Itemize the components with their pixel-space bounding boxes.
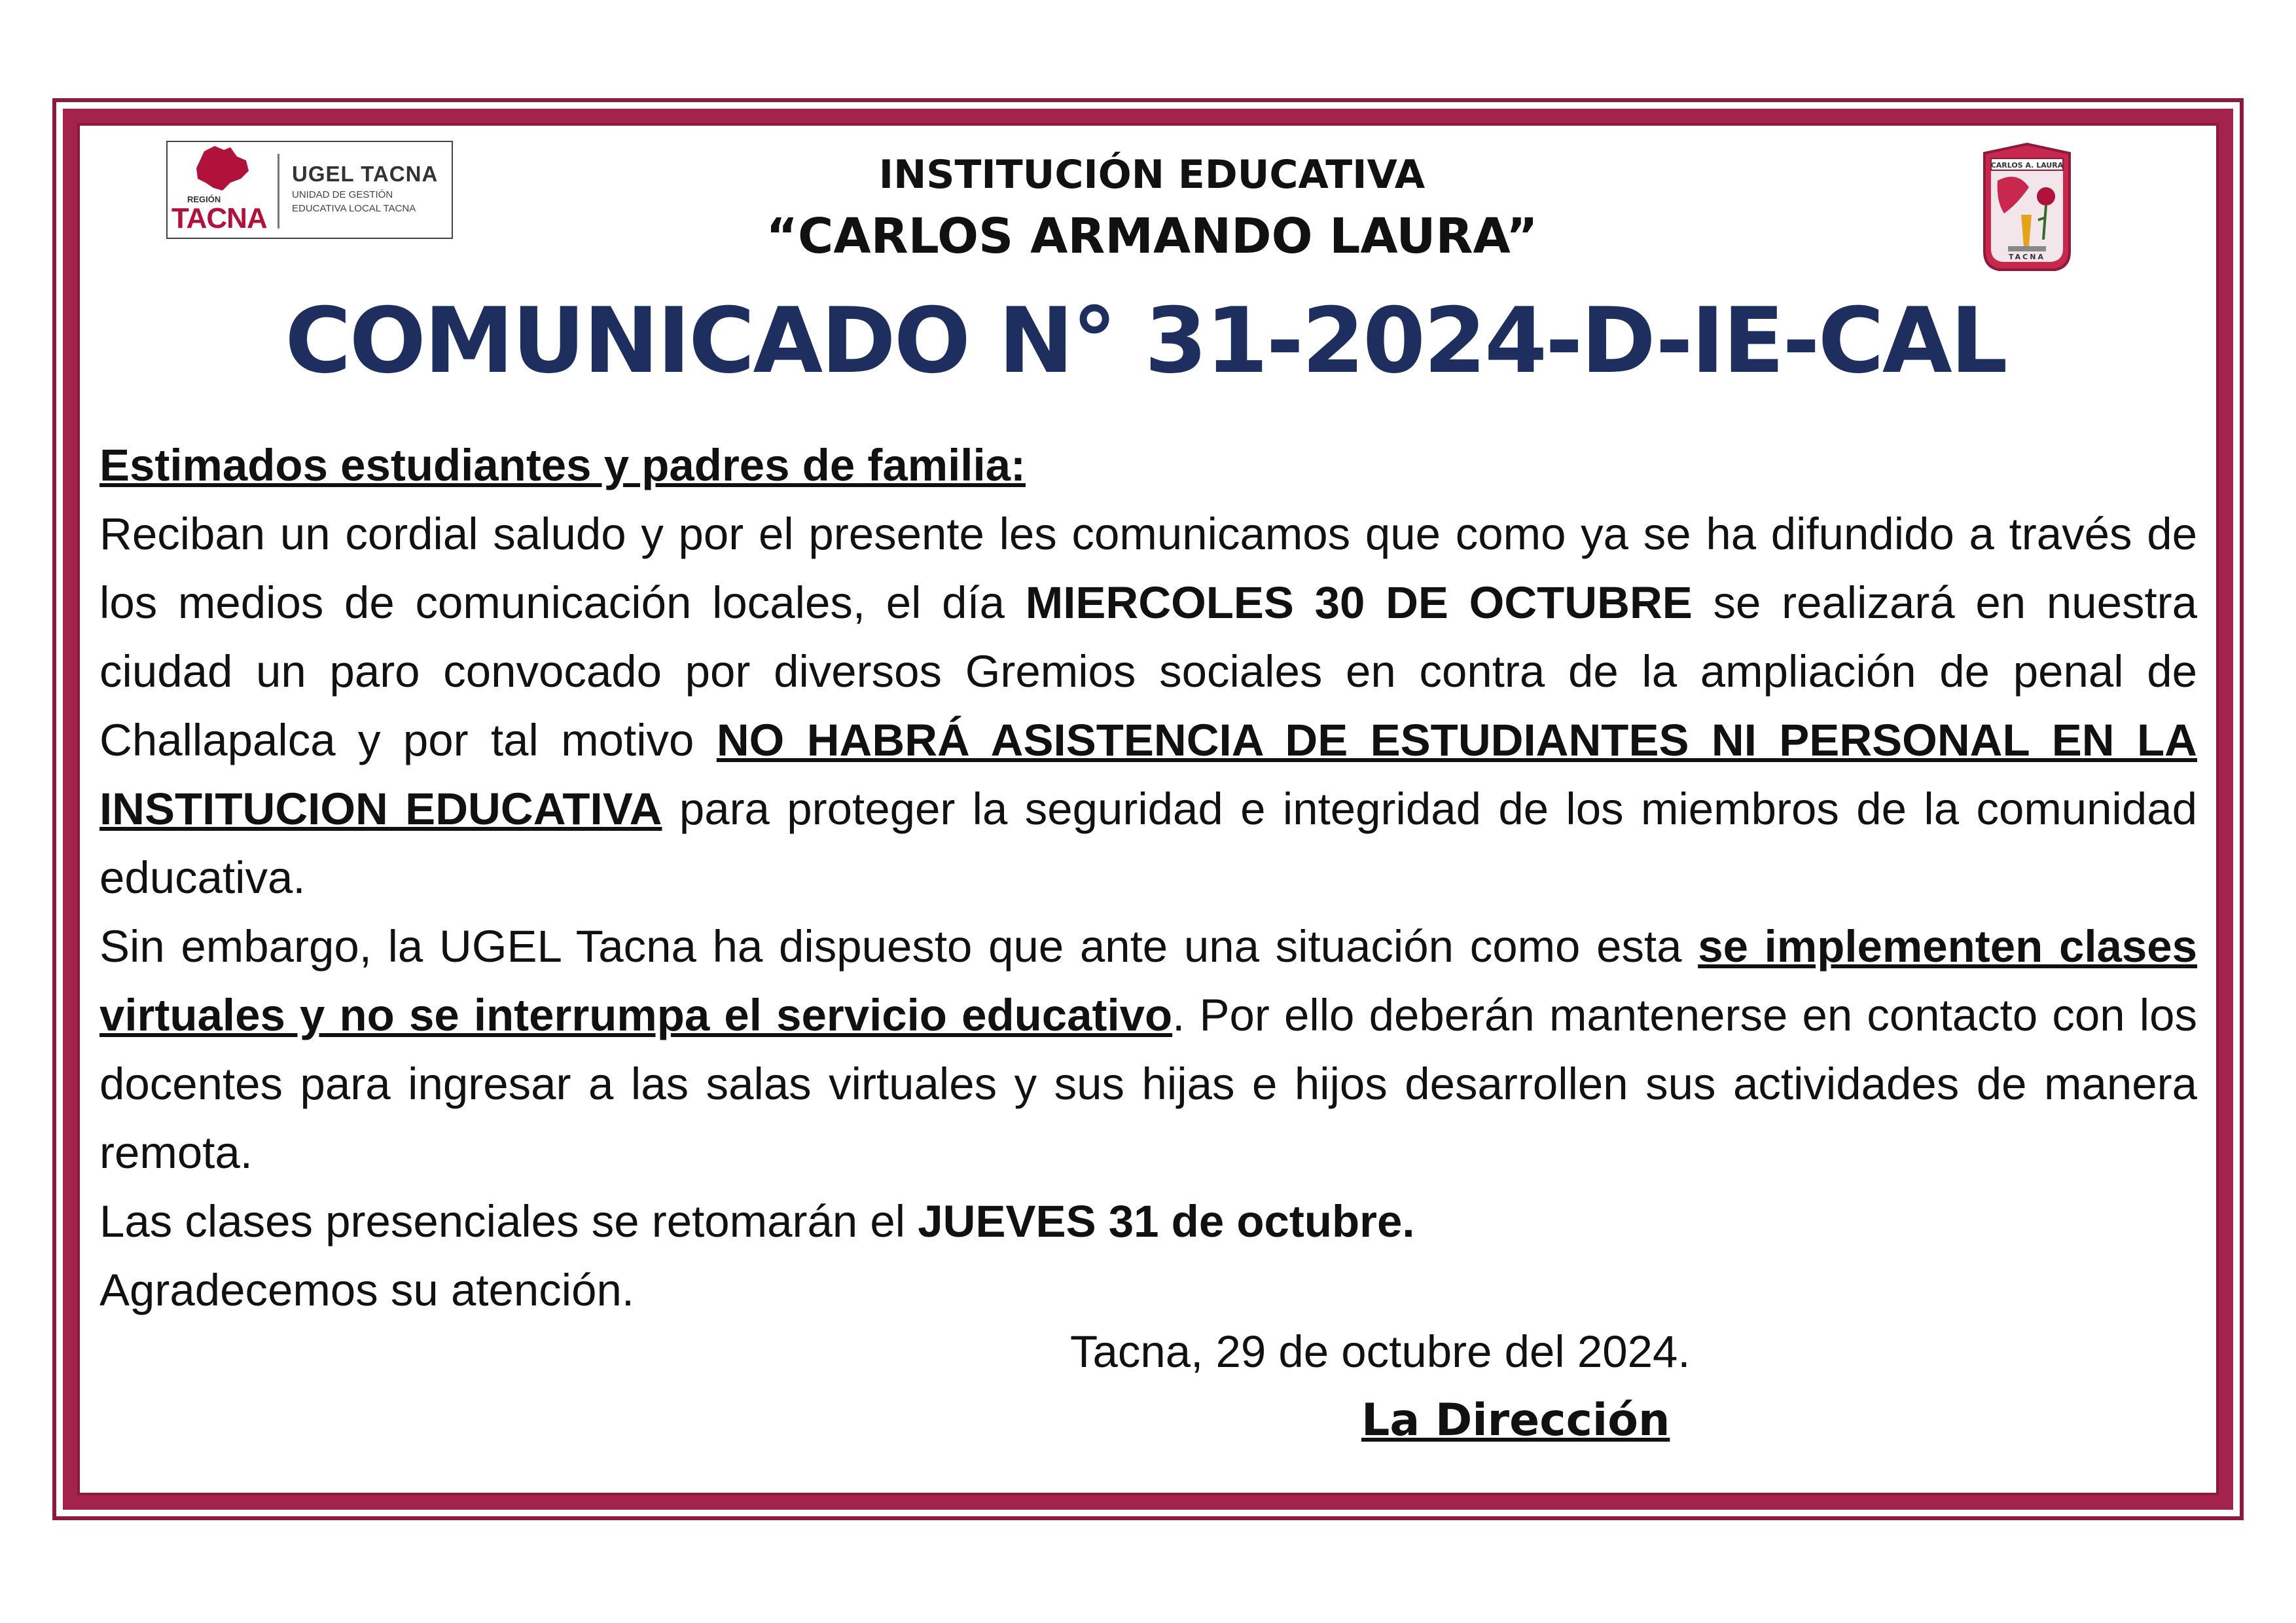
letter-body xyxy=(99,431,2197,1324)
ugel-subtitle-1: UNIDAD DE GESTIÓN xyxy=(292,189,393,200)
p2-text-2: . Por ello deberán mantenerse en contacto con los docentes para ingresar a las salas virtuales y sus hijas e hijos desarrollen sus actividades de manera remota. xyxy=(99,990,2197,1178)
paragraph-2 xyxy=(99,912,2197,1187)
p2-text-1: Sin embargo, la UGEL Tacna ha dispuesto que ante una situación como esta xyxy=(99,921,1698,972)
letter-date: Tacna, 29 de octubre del 2024. xyxy=(1070,1326,1691,1377)
region-name: TACNA xyxy=(171,202,267,234)
p3-text-1: Las clases presenciales se retomarán el xyxy=(99,1196,918,1247)
crest-bottom-text: TACNA xyxy=(2009,253,2045,261)
p1-text-2: se realizará en nuestra ciudad un paro convocado por diversos Gremios sociales en contra de la ampliación de penal de Challapalca y por tal motivo xyxy=(99,577,2197,765)
logo-divider xyxy=(278,154,279,228)
p1-text-1: Reciban un cordial saludo y por el presente les comunicamos que como ya se ha difundido a través de los medios de comunicación locales, el día xyxy=(99,509,2197,628)
signature: La Dirección xyxy=(1361,1395,1670,1446)
region-label: REGIÓN xyxy=(187,194,221,204)
institution-name: “CARLOS ARMANDO LAURA” xyxy=(766,208,1538,264)
p2-virtual-classes-underlined: se implementen clases virtuales y no se interrumpa el servicio educativo xyxy=(99,921,2197,1040)
p1-date-bold: MIERCOLES 30 DE OCTUBRE xyxy=(1025,577,1693,628)
greeting-text: Estimados estudiantes y padres de familia: xyxy=(99,440,1026,490)
p1-text-3: para proteger la seguridad e integridad de los miembros de la comunidad educativa. xyxy=(99,784,2197,903)
page-title: COMUNICADO N° 31-2024-D-IE-CAL xyxy=(285,288,2006,393)
school-crest-logo xyxy=(1978,141,2076,276)
paragraph-4: Agradecemos su atención. xyxy=(99,1265,634,1315)
greeting xyxy=(99,431,2197,500)
crest-top-text: CARLOS A. LAURA xyxy=(1990,161,2064,170)
institution-label: INSTITUCIÓN EDUCATIVA xyxy=(878,152,1426,198)
p3-return-date-bold: JUEVES 31 de octubre. xyxy=(918,1196,1415,1247)
ugel-title: UGEL TACNA xyxy=(292,162,439,186)
ugel-subtitle-2: EDUCATIVA LOCAL TACNA xyxy=(292,203,416,214)
paragraph-1 xyxy=(99,500,2197,912)
p1-notice-underlined: NO HABRÁ ASISTENCIA DE ESTUDIANTES NI PERSONAL EN LA INSTITUCION EDUCATIVA xyxy=(99,715,2197,834)
ugel-tacna-logo xyxy=(166,141,453,239)
paragraph-3 xyxy=(99,1187,2197,1256)
